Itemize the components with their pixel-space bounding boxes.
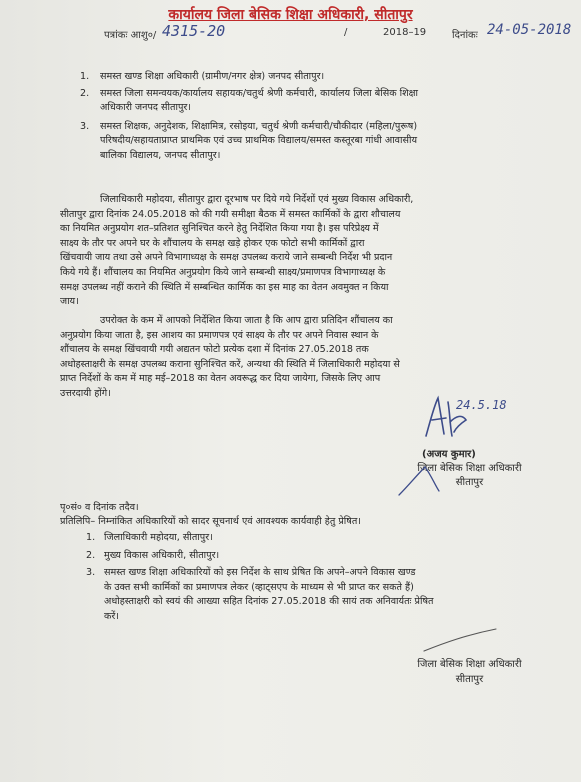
footer-designation: जिला बेसिक शिक्षा अधिकारी <box>417 659 522 670</box>
paragraph-line: अनुप्रयोग किया जाता है, इस आशय का प्रमाणपत्र एवं साक्ष्य के तौर पर अपने निवास स्थान के <box>60 329 379 341</box>
addressee-number: 3. <box>80 120 90 132</box>
copy-recipient-line: के उक्त सभी कार्मिकों का प्रमाणपत्र लेकर (व्हाट्सएप के माध्यम से भी प्राप्त कर सकते हैं) <box>104 581 414 593</box>
paragraph-line: साक्ष्य के तौर पर अपने घर के शौंचालय के समक्ष खड़े होकर एक फोटो सभी कार्मिकों द्वारा <box>60 237 365 249</box>
copy-recipient-item <box>86 566 556 624</box>
copy-recipient-number: 2. <box>86 549 96 561</box>
paragraph-line: जाय। <box>60 296 79 308</box>
copy-recipient-text: जिलाधिकारी महोदया, सीतापुर। <box>104 532 213 543</box>
paragraph-line: अधोहस्ताक्षरी के समक्ष उपलब्ध कराना सुनिश्चित करें, अन्यथा की स्थिति में जिलाधिकारी महोदया से <box>60 358 400 370</box>
date-handwritten: 24-05-2018 <box>487 22 572 38</box>
endorsement-ref-line: पृ०सं० व दिनांक तदैव। <box>60 502 139 513</box>
addressee-line: समस्त शिक्षक, अनुदेशक, शिक्षामित्र, रसोइया, चतुर्थ श्रेणी कर्मचारी/चौकीदार (महिला/पुरूष) <box>100 120 418 132</box>
copy-recipient-line: अधोहस्ताक्षरी को स्वयं की आख्या सहित दिनांक 27.05.2018 की सायं तक अनिवार्यतः प्रेषित <box>104 596 434 607</box>
copy-recipient-number: 3. <box>86 567 96 578</box>
paragraph-line: समक्ष उपलब्ध नहीं कराने की स्थिति में सम्बन्धित कार्मिक का इस माह का वेतन अवमुक्त न किया <box>60 281 389 293</box>
addressee-line: समस्त जिला समन्वयक/कार्यालय सहायक/चतुर्थ श्रेणी कर्मचारी, कार्यालय जिला बेसिक शिक्षा <box>100 87 419 99</box>
paragraph-line: खिंचवायी जाय तथा उसे अपने विभागाध्यक्ष के समक्ष उपलब्ध कराये जाने सम्बन्धी निर्देश भी प्रदान <box>60 252 393 264</box>
ref-label: पत्रांकः आशु०/ <box>104 30 157 41</box>
addressee-number: 1. <box>80 71 90 82</box>
ref-separator: / <box>344 27 348 38</box>
copy-recipient-item <box>86 549 556 564</box>
paragraph-line: उत्तरदायी होंगे। <box>60 387 111 399</box>
addressee-text: समस्त खण्ड शिक्षा अधिकारी (ग्रामीण/नगर क्षेत्र) जनपद सीतापुर। <box>100 71 325 82</box>
ref-number-handwritten: 4315-20 <box>162 22 226 40</box>
paragraph-line: उपरोक्त के कम में आपको निर्देशित किया जाता है कि आप द्वारा प्रतिदिन शौंचालय का <box>100 315 393 326</box>
addressee-list <box>80 70 550 163</box>
signature-line-icon <box>420 625 500 655</box>
signature-stroke-icon <box>395 455 455 500</box>
copy-recipient-line: करें। <box>104 610 119 622</box>
date-label: दिनांकः <box>452 30 478 41</box>
office-title: कार्यालय जिला बेसिक शिक्षा अधिकारी, सीतापुर <box>168 7 413 23</box>
addressee-line: परिषदीय/सहायताप्राप्त प्राथमिक एवं उच्च प्राथमिक विद्यालय/समस्त कस्तूरबा गांधी आवासीय <box>100 135 418 146</box>
copy-recipient-line: समस्त खण्ड शिक्षा अधिकारियों को इस निर्देश के साथ प्रेषित कि अपने–अपने विकास खण्ड <box>104 567 416 578</box>
addressee-item <box>80 120 550 164</box>
addressee-line: अधिकारी जनपद सीतापुर। <box>100 102 191 113</box>
addressee-item <box>80 70 550 85</box>
footer-place: सीतापुर <box>455 674 484 685</box>
signature-date-handwritten: 24.5.18 <box>456 398 507 412</box>
copy-recipient-item <box>86 531 556 546</box>
addressee-item <box>80 87 550 116</box>
body-paragraph-1 <box>60 193 555 310</box>
body-paragraph-2 <box>60 314 555 402</box>
signatory-designation: जिला बेसिक शिक्षा अधिकारी <box>417 463 522 474</box>
paragraph-line: का नियमित अनुप्रयोग शत–प्रतिशत सुनिश्चित करने हेतु निर्देशित किया गया है। इस परिप्रेक्ष्य में <box>60 223 379 235</box>
signatory-name: (अजय कुमार) <box>422 449 476 460</box>
paragraph-line: जिलाधिकारी महोदया, सीतापुर द्वारा दूरभाष पर दिये गये निर्देशों एवं मुख्य विकास अधिकारी, <box>100 194 414 205</box>
addressee-number: 2. <box>80 87 90 99</box>
copy-recipient-text: मुख्य विकास अधिकारी, सीतापुर। <box>104 549 220 561</box>
signatory-place: सीतापुर <box>455 477 484 488</box>
paragraph-line: सीतापुर द्वारा दिनांक 24.05.2018 को की गयी समीक्षा बैठक में समस्त कार्मिकों के द्वारा शौचालय <box>60 208 401 220</box>
addressee-line: बालिका विद्यालय, जनपद सीतापुर। <box>100 149 221 161</box>
copy-recipient-number: 1. <box>86 532 96 543</box>
copy-recipient-list <box>86 531 556 624</box>
paragraph-line: शौंचालय के समक्ष खिंचवायी गयी अद्यतन फोटो प्रत्येक दशा में दिनांक 27.05.2018 तक <box>60 344 369 356</box>
paragraph-line: प्राप्त निर्देशों के कम में माह मई–2018 का वेतन अवरूद्ध कर दिया जायेगा, जिसके लिए आप <box>60 373 381 385</box>
endorsement-copy-line: प्रतिलिपि– निम्नांकित अधिकारियों को सादर सूचनार्थ एवं आवश्यक कार्यवाही हेतु प्रेषित। <box>60 516 361 527</box>
paragraph-line: किये गये हैं। शौंचालय का नियमित अनुप्रयोग किये जाने सम्बन्धी साक्ष्य/प्रमाणपत्र विभागाध्यक्ष के <box>60 266 386 278</box>
ref-year: 2018–19 <box>383 27 427 38</box>
